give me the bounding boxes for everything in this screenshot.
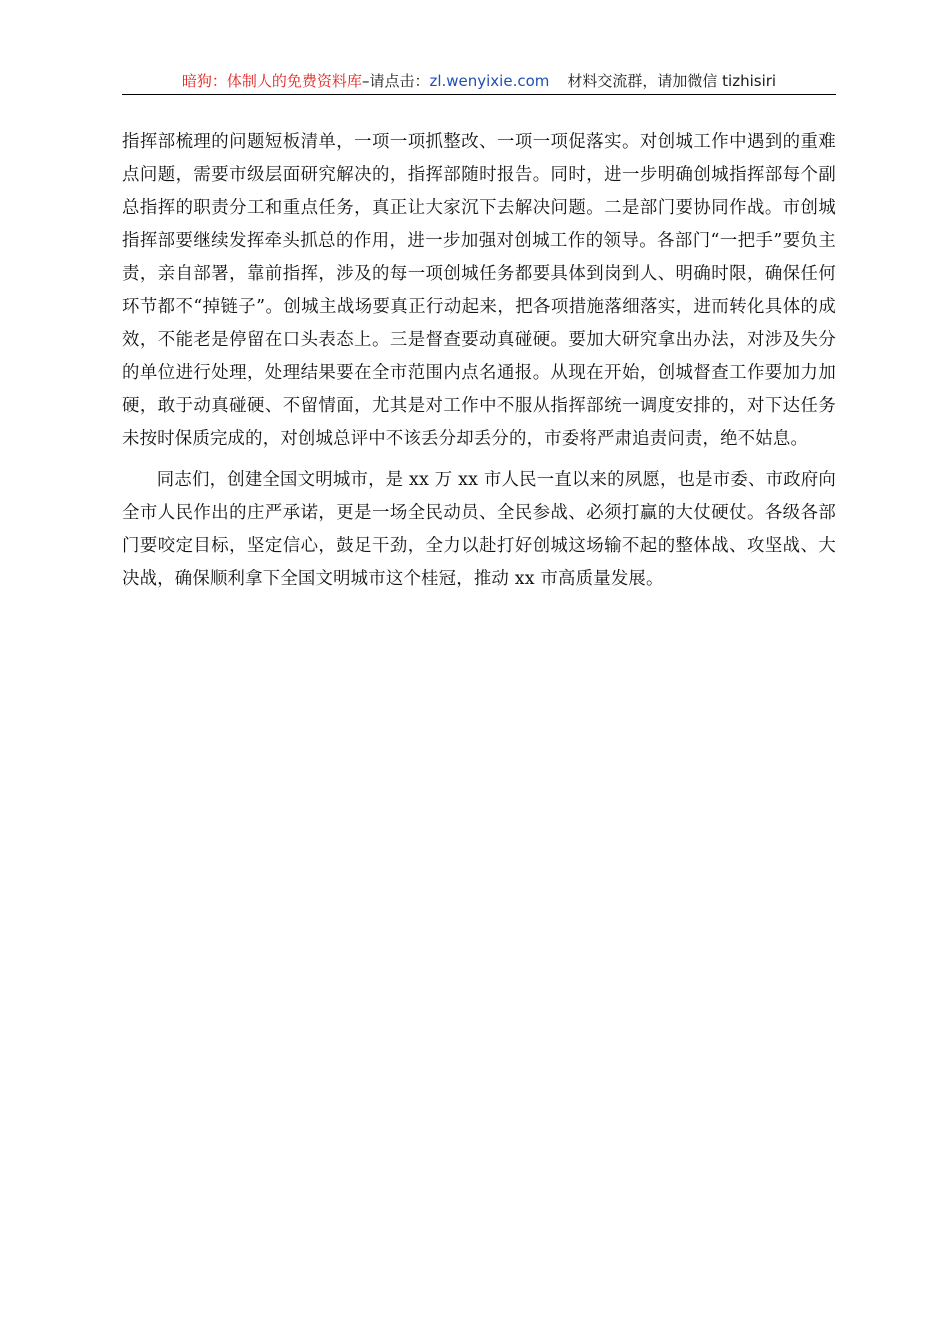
document-body (122, 126, 836, 596)
paragraph: 同志们，创建全国文明城市，是 xx 万 xx 市人民一直以来的夙愿，也是市委、市政府向全市人民作出的庄严承诺，更是一场全民动员、全民参战、必须打赢的大仗硬仗。各级各部门要咬定目标，坚定信心，鼓足干劲，全力以赴打好创城这场输不起的整体战、攻坚战、大决战，确保顺利拿下全国文明城市这个桂冠，推动 xx 市高质量发展。 (122, 470, 836, 589)
header-url-link[interactable]: zl.wenyixie.com (429, 72, 550, 90)
header-contact: 材料交流群，请加微信 tizhisiri (567, 72, 777, 90)
paragraph: 指挥部梳理的问题短板清单，一项一项抓整改、一项一项促落实。对创城工作中遇到的重难点问题，需要市级层面研究解决的，指挥部随时报告。同时，进一步明确创城指挥部每个副总指挥的职责分工和重点任务，真正让大家沉下去解决问题。二是部门要协同作战。市创城指挥部要继续发挥牵头抓总的作用，进一步加强对创城工作的领导。各部门“一把手”要负主责，亲自部署，靠前指挥，涉及的每一项创城任务都要具体到岗到人、明确时限，确保任何环节都不“掉链子”。创城主战场要真正行动起来，把各项措施落细落实，进而转化具体的成效，不能老是停留在口头表态上。三是督查要动真碰硬。要加大研究拿出办法，对涉及失分的单位进行处理，处理结果要在全市范围内点名通报。从现在开始，创城督查工作要加力加硬，敢于动真碰硬、不留情面，尤其是对工作中不服从指挥部统一调度安排的，对下达任务未按时保质完成的，对创城总评中不该丢分却丢分的，市委将严肃追责问责，绝不姑息。 (122, 132, 836, 449)
page-header (122, 70, 836, 95)
header-site-name: 暗狗：体制人的免费资料库 (181, 72, 362, 90)
header-click-prompt: –请点击： (361, 72, 430, 90)
